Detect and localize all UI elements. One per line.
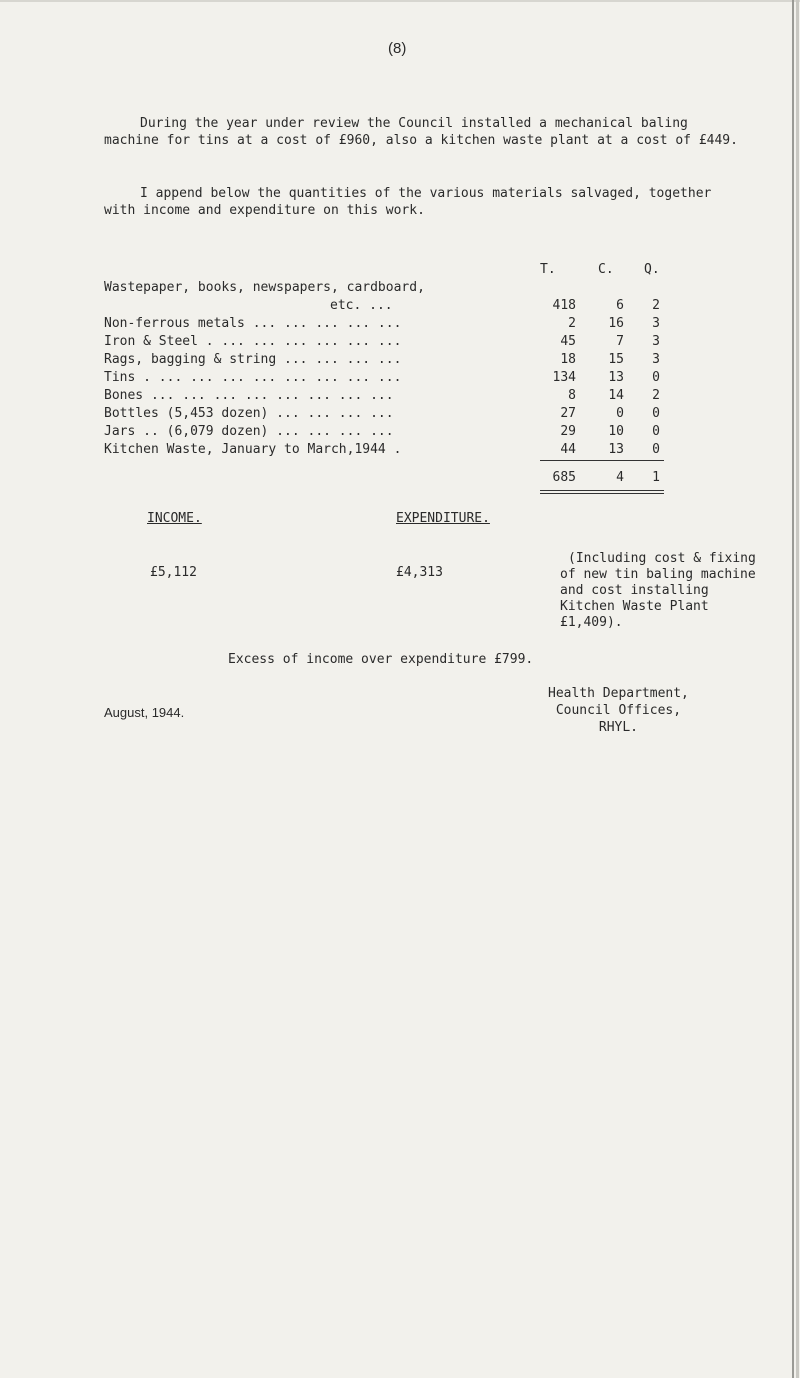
table-row <box>104 334 684 351</box>
row-cwt: 0 <box>616 406 624 421</box>
row-tons: 44 <box>560 442 576 457</box>
row-tons: 45 <box>560 334 576 349</box>
table-row <box>104 406 684 423</box>
intro-paragraph-text: During the year under review the Council installed a mechanical baling machine for tins at a cost of £960, also a kitchen waste plant at a cost of £449. <box>104 116 738 148</box>
department-line: RHYL. <box>598 720 639 735</box>
note-line: Kitchen Waste Plant <box>560 599 709 614</box>
table-row-label-line <box>104 280 684 297</box>
page-right-edge-shadow <box>796 0 799 1378</box>
row-qtr: 0 <box>652 406 660 421</box>
header-cwt: C. <box>598 262 614 277</box>
header-tons: T. <box>540 262 556 277</box>
row-qtr: 0 <box>652 370 660 385</box>
subtotal-rule <box>540 460 664 461</box>
row-label: Kitchen Waste, January to March,1944 . <box>104 442 402 457</box>
row-cwt: 7 <box>616 334 624 349</box>
table-row <box>104 316 684 333</box>
table-row <box>104 298 684 315</box>
row-tons: 29 <box>560 424 576 439</box>
row-tons: 18 <box>560 352 576 367</box>
row-tons: 134 <box>552 370 576 385</box>
table-row <box>104 388 684 405</box>
row-cwt: 16 <box>608 316 624 331</box>
note-line: (Including cost & fixing <box>568 551 756 566</box>
total-rule-top <box>540 490 664 491</box>
page-top-edge <box>0 0 800 2</box>
expenditure-value: £4,313 <box>396 565 443 580</box>
row-qtr: 3 <box>652 334 660 349</box>
append-paragraph <box>104 185 744 219</box>
row-label: Bones ... ... ... ... ... ... ... ... <box>104 388 394 403</box>
department-line: Health Department, <box>548 686 689 701</box>
row-label: Jars .. (6,079 dozen) ... ... ... ... <box>104 424 394 439</box>
row-cwt: 6 <box>616 298 624 313</box>
row-cwt: 13 <box>608 442 624 457</box>
row-tons: 8 <box>568 388 576 403</box>
row-label: Non-ferrous metals ... ... ... ... ... <box>104 316 402 331</box>
row-cwt: 13 <box>608 370 624 385</box>
row-qtr: 2 <box>652 388 660 403</box>
row-qtr: 3 <box>652 316 660 331</box>
row-label: Rags, bagging & string ... ... ... ... <box>104 352 402 367</box>
table-row <box>104 352 684 369</box>
table-row <box>104 424 684 441</box>
row-label: etc. ... <box>330 298 393 313</box>
page-number: (8) <box>388 40 407 57</box>
row-tons: 2 <box>568 316 576 331</box>
income-heading: INCOME. <box>147 511 202 526</box>
note-line: and cost installing <box>560 583 709 598</box>
total-row <box>104 470 684 487</box>
row-cwt: 10 <box>608 424 624 439</box>
row-label: Tins . ... ... ... ... ... ... ... ... <box>104 370 402 385</box>
total-qtr: 1 <box>652 470 660 485</box>
department-line: Council Offices, <box>555 703 682 718</box>
expenditure-note <box>560 551 764 631</box>
header-qtr: Q. <box>644 262 660 277</box>
row-label-line1: Wastepaper, books, newspapers, cardboard, <box>104 280 425 295</box>
income-value: £5,112 <box>150 565 197 580</box>
intro-paragraph <box>104 115 744 149</box>
page-right-edge <box>792 0 794 1378</box>
total-cwt: 4 <box>616 470 624 485</box>
row-qtr: 0 <box>652 424 660 439</box>
row-label: Bottles (5,453 dozen) ... ... ... ... <box>104 406 394 421</box>
row-label: Iron & Steel . ... ... ... ... ... ... <box>104 334 402 349</box>
note-line: of new tin baling machine <box>560 567 756 582</box>
row-tons: 418 <box>552 298 576 313</box>
row-cwt: 15 <box>608 352 624 367</box>
row-cwt: 14 <box>608 388 624 403</box>
row-qtr: 2 <box>652 298 660 313</box>
table-row <box>104 370 684 387</box>
row-tons: 27 <box>560 406 576 421</box>
department-signature <box>548 685 689 736</box>
date: August, 1944. <box>104 705 185 720</box>
total-rule-bottom <box>540 493 664 494</box>
row-qtr: 3 <box>652 352 660 367</box>
total-tons: 685 <box>552 470 576 485</box>
append-paragraph-text: I append below the quantities of the various materials salvaged, together with income and expenditure on this work. <box>104 186 712 218</box>
expenditure-heading: EXPENDITURE. <box>396 511 490 526</box>
note-line: £1,409). <box>560 615 623 630</box>
row-qtr: 0 <box>652 442 660 457</box>
excess-line: Excess of income over expenditure £799. <box>228 652 534 667</box>
table-row <box>104 442 684 459</box>
